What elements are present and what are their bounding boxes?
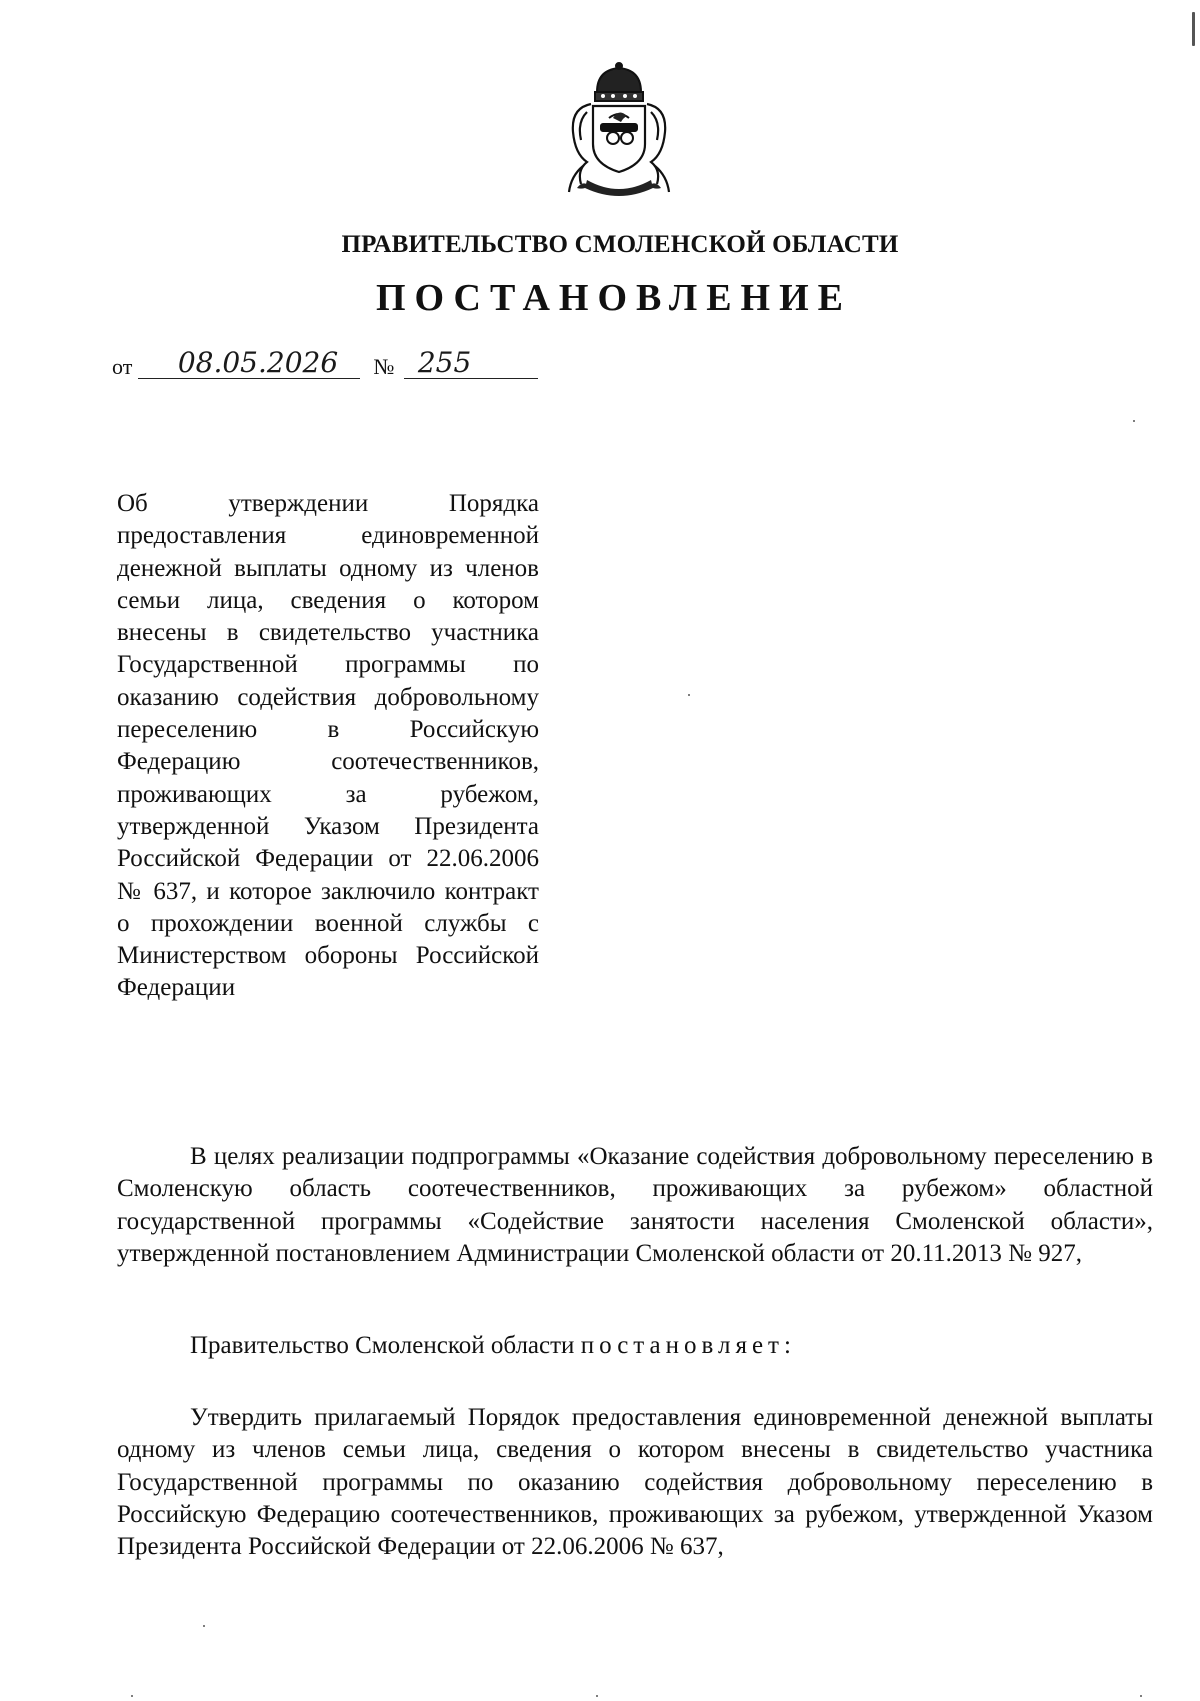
document-type-title: ПОСТАНОВЛЕНИЕ (375, 277, 853, 319)
scan-speck (1133, 420, 1135, 422)
scan-speck (203, 1625, 205, 1627)
resolution-paragraph (117, 1330, 1153, 1362)
resolution-lead: Правительство Смоленской области (190, 1332, 575, 1359)
subject-heading: Об утверждении Порядка предоставления единовременной денежной выплаты одному из членов семьи лица, сведения о котором внесены в свидетельство участника Государственной программы по оказанию содействия добровольному переселению в Российскую Федерацию соотечественников, проживающих за рубежом, утвержденной Указом Президента Российской Федерации от 22.06.2006 № 637, и которое заключило контракт о прохождении военной службы с Министерством обороны Российской Федерации (117, 490, 539, 1002)
scan-speck (1192, 12, 1195, 46)
scan-speck (596, 1695, 598, 1697)
scan-speck (131, 1695, 133, 1697)
coat-of-arms-emblem (557, 62, 682, 200)
resolution-verb: постановляет: (580, 1332, 796, 1359)
preamble-paragraph: В целях реализации подпрограммы «Оказание содействия добровольному переселению в Смоленскую область соотечественников, проживающих за рубежом» областной государственной программы «Содействие занятости населения Смоленской области», утвержденной постановлением Администрации Смоленской области от 20.11.2013 № 927, (117, 1143, 1153, 1267)
number-label: № (373, 354, 395, 379)
approval-paragraph: Утвердить прилагаемый Порядок предоставления единовременной денежной выплаты одному из членов семьи лица, сведения о котором внесены в свидетельство участника Государственной программы по оказанию содействия добровольному переселению в Российскую Федерацию соотечественников, проживающих за рубежом, утвержденной Указом Президента Российской Федерации от 22.06.2006 № 637, (117, 1404, 1153, 1561)
scan-speck (1140, 1695, 1142, 1697)
organization-title: ПРАВИТЕЛЬСТВО СМОЛЕНСКОЙ ОБЛАСТИ (341, 231, 899, 258)
handwritten-number: 255 (404, 348, 538, 379)
date-label: от (112, 354, 133, 379)
handwritten-date: 08.05.2026 (138, 348, 360, 379)
date-number-line (112, 346, 538, 381)
scan-speck (688, 694, 690, 696)
